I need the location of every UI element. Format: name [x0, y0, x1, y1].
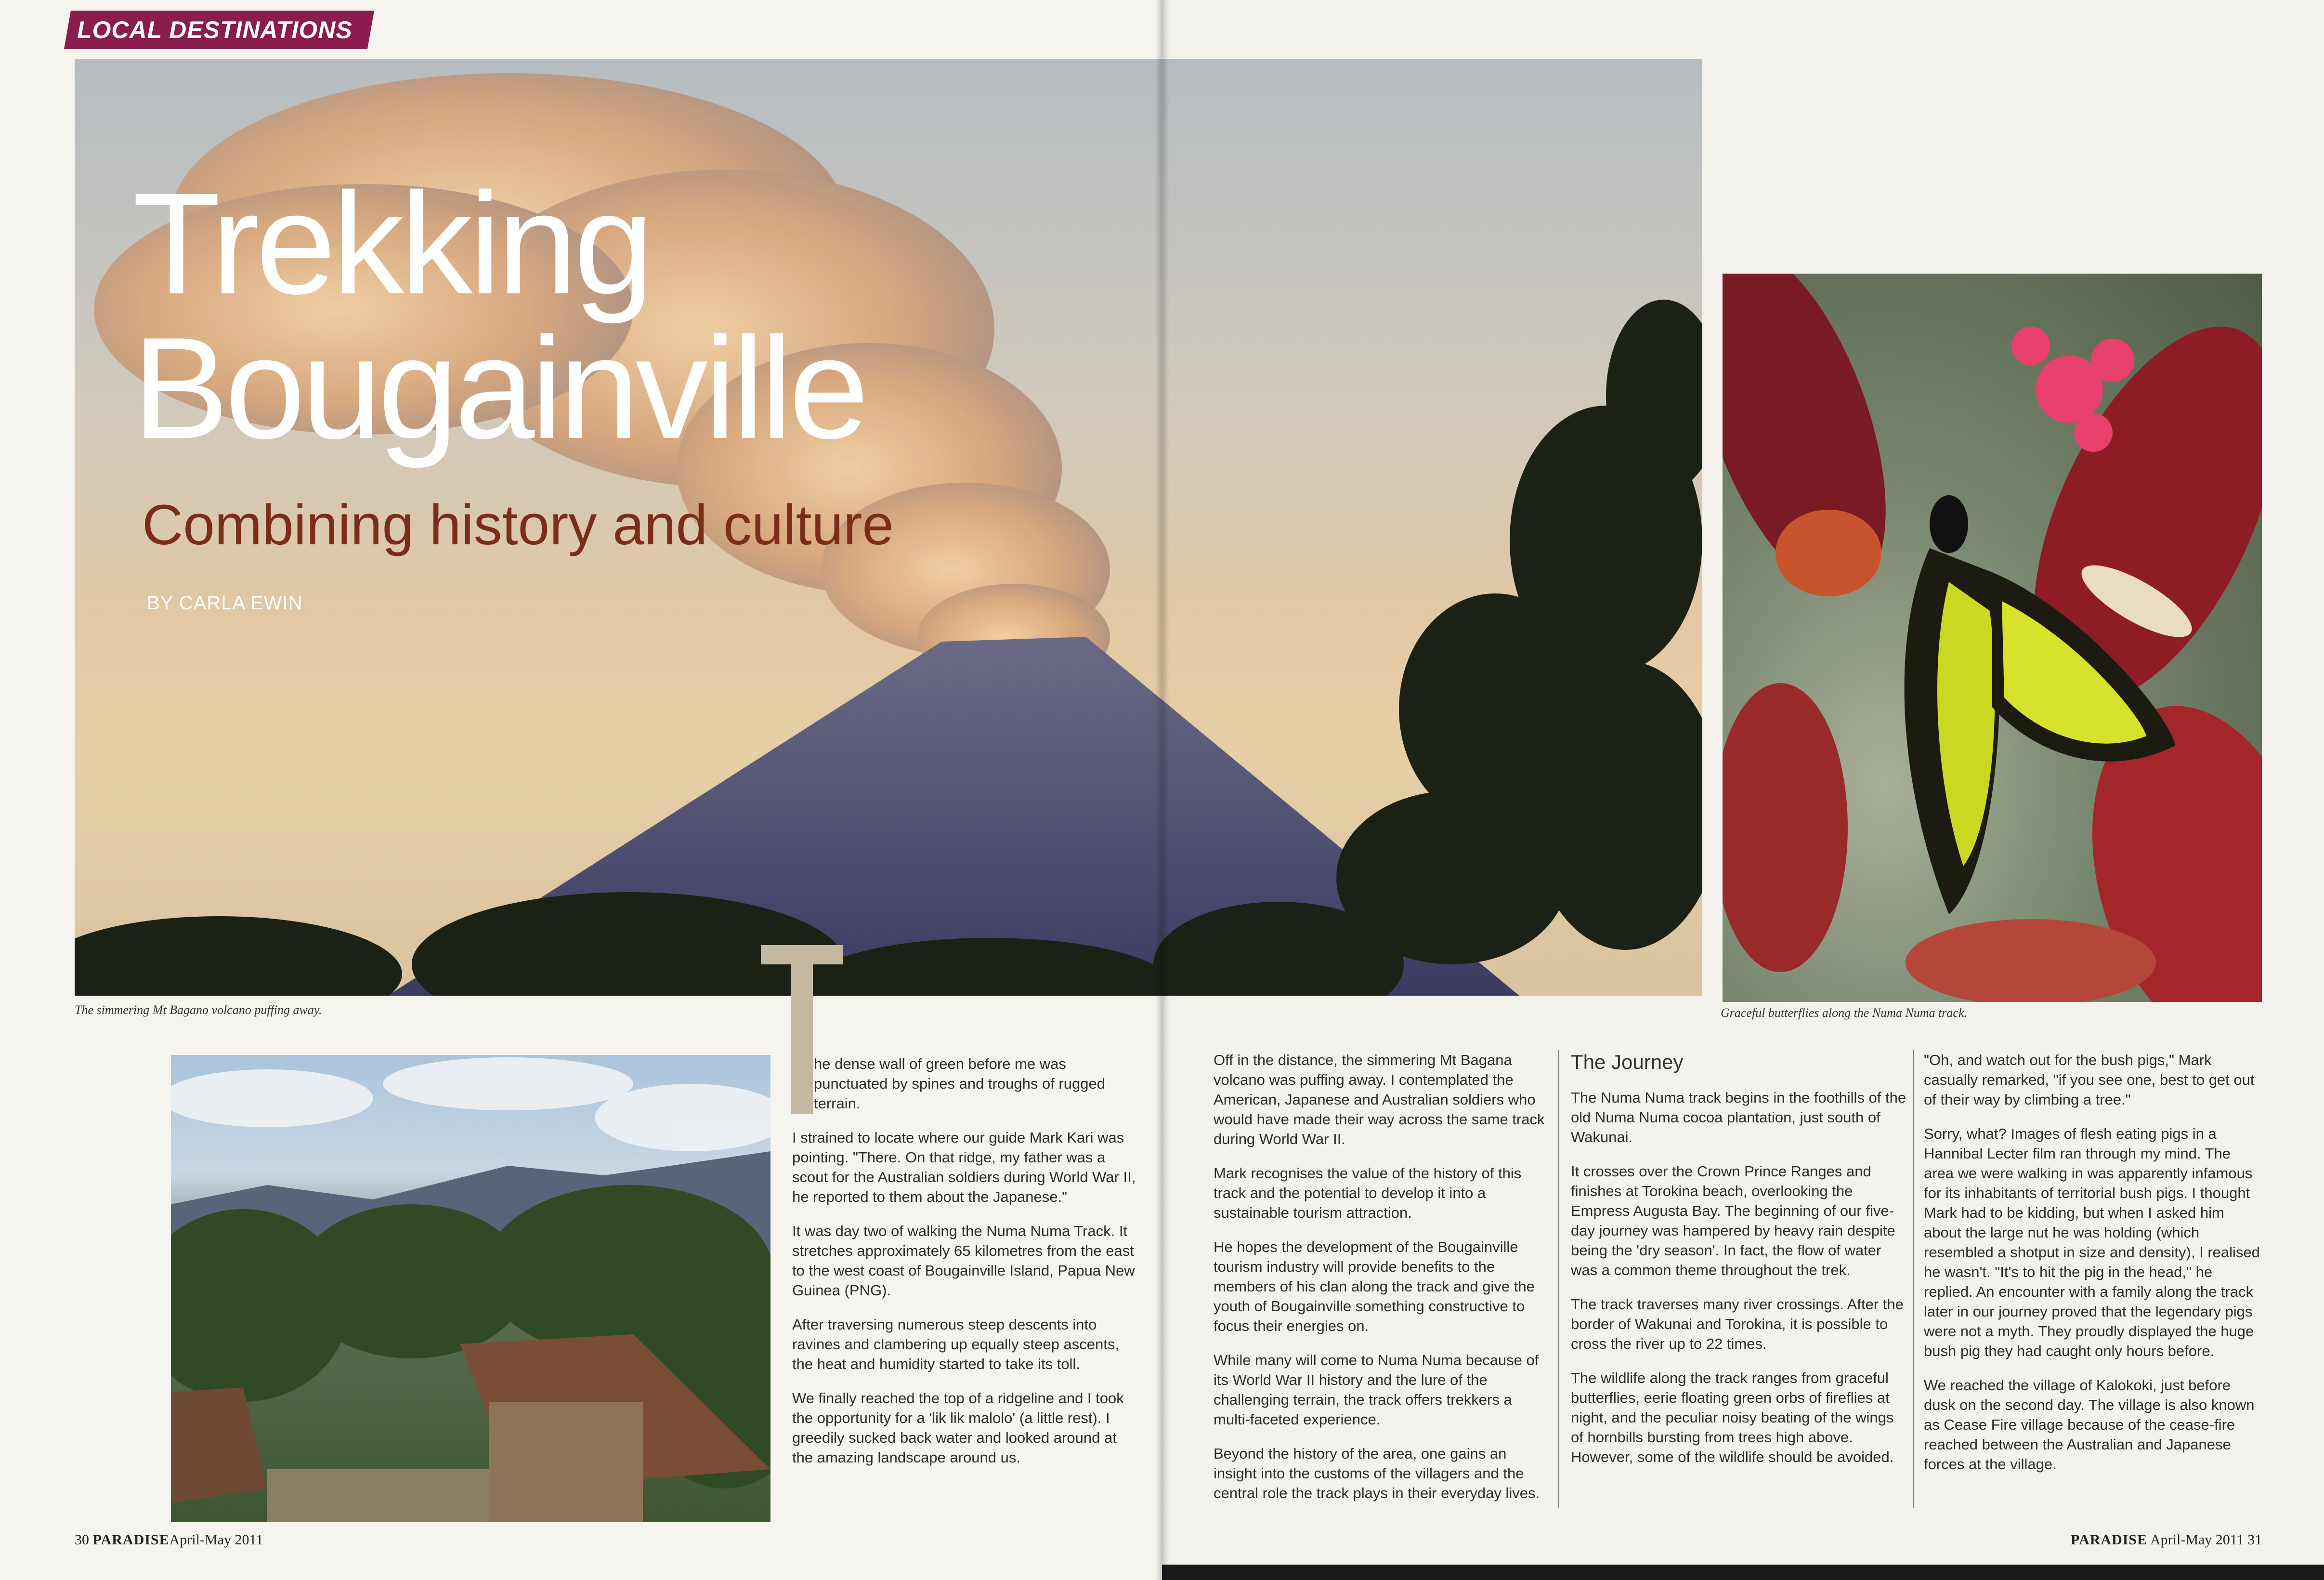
section-heading: The Journey: [1571, 1051, 1684, 1073]
page-number: 31: [2247, 1532, 2262, 1548]
paragraph: After traversing numerous steep descents into ravines and clambering up equally steep ascents, the heat and humidity started to take its toll.: [792, 1316, 1119, 1372]
paragraph: We reached the village of Kalokoki, just before dusk on the second day. The village is also known as Cease Fire village because of the cease-fire reached between the Australian and Japanese forces at the village.: [1924, 1377, 2255, 1473]
section-tag: [64, 11, 374, 49]
butterfly-illustration: [1723, 274, 2262, 1002]
paragraph: Off in the distance, the simmering Mt Bagana volcano was puffing away. I contemplated the American, Japanese and Australian soldiers who would have made their way across the same track during World War II.: [1214, 1052, 1545, 1147]
article-column-4: [1924, 1050, 2261, 1488]
folio-left: [75, 1532, 263, 1548]
spine-shadow: [1155, 0, 1169, 1580]
paragraph: "Oh, and watch out for the bush pigs," Mark casually remarked, "if you see one, best to get out of their way by climbing a tree.": [1924, 1052, 2255, 1108]
paragraph: The wildlife along the track ranges from graceful butterflies, eerie floating green orbs of fireflies at night, and the peculiar noisy beating of the wings of hornbills bursting from trees high above. However, some of the wildlife should be avoided.: [1571, 1369, 1894, 1465]
title-line-1: Trekking: [132, 162, 651, 324]
paragraph: While many will come to Numa Numa because of its World War II history and the lure of the challenging terrain, the track offers trekkers a multi-faceted experience.: [1214, 1352, 1539, 1428]
column-divider: [1558, 1050, 1559, 1508]
paragraph: It was day two of walking the Numa Numa Track. It stretches approximately 65 kilometres from the east to the west coast of Bougainville Island, Papua New Guinea (PNG).: [792, 1223, 1135, 1299]
title-line-2: Bougainville: [132, 307, 865, 469]
village-illustration: [171, 1055, 770, 1522]
folio-right: [2071, 1532, 2262, 1548]
small-hut-roof: [171, 1387, 267, 1503]
issue-date: April-May 2011: [169, 1532, 263, 1548]
article-column-1: [792, 1054, 1136, 1482]
paragraph: Sorry, what? Images of flesh eating pigs in a Hannibal Lecter film ran through my mind. The area we were walking in was apparently infamous for its inhabitants of territorial bush pigs. I thought Mark had to be kidding, but when I asked him about the large nut he was holding (which resembled a shotput in size and density), I realised he wasn't. "It's to hit the pig in the head," he replied. An encounter with a family along the track later in our journey proved that the legendary pigs were not a myth. They proudly displayed the huge bush pig they had caught only hours before.: [1924, 1125, 2260, 1359]
volcano-caption: The simmering Mt Bagano volcano puffing away.: [75, 1003, 322, 1017]
section-tag-label: LOCAL DESTINATIONS: [77, 16, 353, 43]
page-edge: [1162, 1565, 2324, 1580]
issue-date: April-May 2011: [2150, 1532, 2244, 1548]
paragraph: The Numa Numa track begins in the foothills of the old Numa Numa cocoa plantation, just south of Wakunai.: [1571, 1089, 1906, 1146]
hut-wall: [489, 1402, 643, 1522]
paragraph: He hopes the development of the Bougainville tourism industry will provide benefits to the members of his clan along the track and give the youth of Bougainville something constructive to focus their energies on.: [1214, 1238, 1535, 1334]
paragraph: The track traverses many river crossings. After the border of Wakunai and Torokina, it is possible to cross the river up to 22 times.: [1571, 1296, 1904, 1352]
page-number: 30: [75, 1532, 89, 1548]
paragraph: he dense wall of green before me was punctuated by spines and troughs of rugged terrain.: [814, 1055, 1105, 1112]
clouds: [171, 1057, 770, 1151]
paragraph: Beyond the history of the area, one gains an insight into the customs of the villagers and the central role the track plays in their everyday lives.: [1214, 1445, 1540, 1501]
path: [267, 1469, 489, 1522]
article-column-3: [1571, 1050, 1908, 1481]
paragraph: It crosses over the Crown Prince Ranges and finishes at Torokina beach, overlooking the Empress Augusta Bay. The beginning of our five-day journey was hampered by heavy rain despite being the 'dry season'. In fact, the flow of water was a common theme throughout the trek.: [1571, 1163, 1895, 1278]
magazine-name: PARADISE: [2071, 1532, 2148, 1548]
magazine-name: PARADISE: [92, 1532, 170, 1548]
butterfly-photo: [1723, 274, 2262, 1002]
paragraph: Mark recognises the value of the history of this track and the potential to develop it into a sustainable tourism attraction.: [1214, 1165, 1522, 1221]
article-subtitle: Combining history and culture: [142, 493, 894, 557]
byline: BY CARLA EWIN: [147, 592, 303, 614]
paragraph: I strained to locate where our guide Mark Kari was pointing. "There. On that ridge, my father was a scout for the Australian soldiers during World War II, he reported to them about the Japanese.": [792, 1129, 1136, 1205]
village-photo: [171, 1055, 770, 1522]
article-column-2: [1214, 1050, 1548, 1517]
butterfly-caption: Graceful butterflies along the Numa Numa track.: [1721, 1006, 1968, 1020]
paragraph: We finally reached the top of a ridgeline and I took the opportunity for a 'lik lik malolo' (a little rest). I greedily sucked back water and looked around at the amazing landscape around us.: [792, 1390, 1124, 1466]
article-title: [132, 162, 865, 469]
column-divider: [1913, 1050, 1914, 1508]
